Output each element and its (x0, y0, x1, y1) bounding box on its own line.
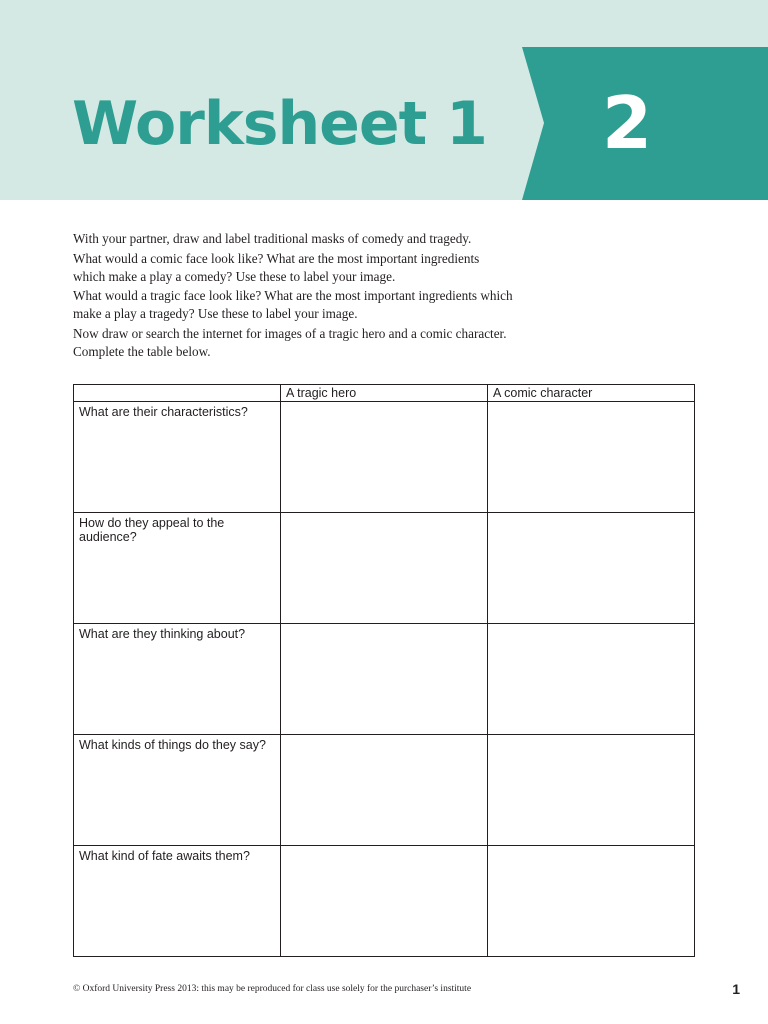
header-cell-comic-character: A comic character (488, 385, 695, 402)
table-row (74, 402, 695, 513)
instruction-paragraph: With your partner, draw and label traditional masks of comedy and tragedy. (73, 231, 472, 246)
row-question: What are their characteristics? (74, 402, 281, 513)
table-row (74, 735, 695, 846)
chapter-number: 2 (601, 81, 653, 165)
row-question: What are they thinking about? (74, 624, 281, 735)
tragic-hero-answer-cell[interactable] (281, 735, 488, 846)
tragic-hero-answer-cell[interactable] (281, 402, 488, 513)
instructions (73, 230, 513, 362)
header-banner (0, 0, 768, 200)
header-cell-tragic-hero: A tragic hero (281, 385, 488, 402)
worksheet-title: Worksheet 1 (72, 89, 487, 159)
table-row (74, 624, 695, 735)
tragic-hero-answer-cell[interactable] (281, 846, 488, 957)
copyright-notice: © Oxford University Press 2013: this may be reproduced for class use solely for the purchaser’s institute (73, 984, 472, 994)
instruction-paragraph: Now draw or search the internet for images of a tragic hero and a comic character. Complete the table below. (73, 325, 507, 359)
comparison-table (73, 384, 695, 957)
table-row (74, 846, 695, 957)
comic-character-answer-cell[interactable] (488, 846, 695, 957)
comic-character-answer-cell[interactable] (488, 513, 695, 624)
comic-character-answer-cell[interactable] (488, 624, 695, 735)
header-cell-blank (74, 385, 281, 402)
chapter-badge (522, 47, 768, 200)
row-question: What kind of fate awaits them? (74, 846, 281, 957)
instruction-paragraph: What would a tragic face look like? What are the most important ingredients which make a play a tragedy? Use these to label your image. (73, 288, 513, 321)
table-row (74, 513, 695, 624)
comic-character-answer-cell[interactable] (488, 402, 695, 513)
row-question: How do they appeal to the audience? (74, 513, 281, 624)
comic-character-answer-cell[interactable] (488, 735, 695, 846)
row-question: What kinds of things do they say? (74, 735, 281, 846)
instruction-paragraph: What would a comic face look like? What are the most important ingredients which make a play a comedy? Use these to label your image. (73, 250, 480, 284)
table-header-row (74, 385, 695, 402)
tragic-hero-answer-cell[interactable] (281, 624, 488, 735)
page-number: 1 (732, 981, 740, 997)
tragic-hero-answer-cell[interactable] (281, 513, 488, 624)
